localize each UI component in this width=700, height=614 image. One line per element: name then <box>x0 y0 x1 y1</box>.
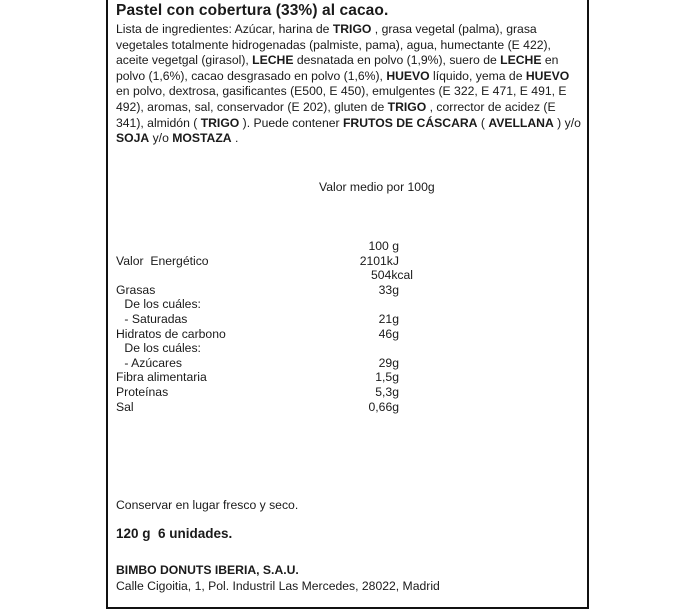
nutrient-value: 504kcal <box>370 268 413 283</box>
allergen-highlight: TRIGO <box>200 115 240 130</box>
ingredients-text: en polvo (1,6%), cacao desgrasado en polvo (1,6%), <box>116 53 559 83</box>
ingredients-text: ) y/o <box>553 115 581 130</box>
allergen-highlight: FRUTOS DE CÁSCARA <box>342 115 478 130</box>
nutrient-value: 0,66g <box>368 399 399 414</box>
nutrient-value: 2101kJ <box>359 253 399 268</box>
nutrient-name: Fibra alimentaria <box>116 370 207 385</box>
nutrient-name: - Azúcares <box>121 355 182 370</box>
ingredients-text: desnatada en polvo (1,9%), suero de <box>293 53 501 68</box>
nutrition-row <box>116 370 416 385</box>
nutrition-row <box>116 268 416 283</box>
allergen-highlight: HUEVO <box>386 68 430 83</box>
nutrient-name: Valor Energético <box>116 253 209 268</box>
allergen-highlight: TRIGO <box>387 99 427 114</box>
nutrition-row <box>116 297 416 312</box>
manufacturer-address: Calle Cigoitia, 1, Pol. Industril Las Mercedes, 28022, Madrid <box>116 579 440 593</box>
net-content: 120 g 6 unidades. <box>116 526 233 541</box>
ingredients-list <box>116 22 586 147</box>
ingredients-text: y/o <box>149 131 173 146</box>
manufacturer-name: BIMBO DONUTS IBERIA, S.A.U. <box>116 563 299 577</box>
product-title: Pastel con cobertura (33%) al cacao. <box>116 2 389 19</box>
nutrient-value: 5,3g <box>375 384 399 399</box>
allergen-highlight: HUEVO <box>525 68 570 83</box>
storage-instructions: Conservar en lugar fresco y seco. <box>116 498 299 512</box>
nutrition-header: Valor medio por 100g <box>319 180 435 194</box>
nutrient-value: 29g <box>378 355 399 370</box>
ingredients-text: , grasa vegetal (palma), grasa vegetales totalmente hidrogenadas (palmiste, pama), agua, humectante (E 422), aceite vegetgal (girasol), <box>116 22 551 68</box>
allergen-highlight: MOSTAZA <box>172 131 232 146</box>
nutrition-column-header-row <box>116 239 416 254</box>
nutrition-row <box>116 356 416 371</box>
nutrition-row <box>116 400 416 415</box>
nutrient-name: Sal <box>116 399 134 414</box>
nutrient-name: Grasas <box>116 282 156 297</box>
nutrition-row <box>116 254 416 269</box>
ingredients-text: líquido, yema de <box>429 68 526 83</box>
nutrient-value: 33g <box>378 282 399 297</box>
nutrition-row <box>116 312 416 327</box>
allergen-highlight: LECHE <box>500 53 542 68</box>
ingredients-text: , corrector de acidez (E 341), almidón ( <box>116 99 556 130</box>
nutrient-value: 46g <box>378 326 399 341</box>
nutrition-rows <box>116 254 416 415</box>
nutrient-name: De los cuáles: <box>121 297 201 312</box>
allergen-highlight: AVELLANA <box>488 115 554 130</box>
ingredients-text: . <box>231 131 239 146</box>
ingredients-text: en polvo, dextrosa, gasificantes (E500, E 450), emulgentes (E 322, E 471, E 491, E 492), aromas, sal, conservador (E 202), gluten de <box>116 84 567 114</box>
nutrition-table <box>116 239 416 414</box>
nutrient-name: - Saturadas <box>121 311 188 326</box>
nutrition-row <box>116 283 416 298</box>
ingredients-text: ( <box>477 115 489 130</box>
nutrition-row <box>116 341 416 356</box>
allergen-highlight: SOJA <box>116 131 150 146</box>
ingredients-text: Lista de ingredientes: Azúcar, harina de <box>116 22 333 36</box>
nutrient-name: De los cuáles: <box>121 341 201 356</box>
nutrition-row <box>116 385 416 400</box>
nutrient-name: Proteínas <box>116 384 169 399</box>
ingredients-text: ). Puede contener <box>239 115 343 130</box>
allergen-highlight: TRIGO <box>332 22 372 36</box>
nutrition-column-label: 100 g <box>368 239 399 253</box>
nutrient-name: Hidratos de carbono <box>116 326 226 341</box>
nutrition-row <box>116 327 416 342</box>
allergen-highlight: LECHE <box>252 53 294 68</box>
product-label <box>106 0 589 609</box>
nutrient-value: 1,5g <box>375 370 399 385</box>
nutrient-value: 21g <box>378 311 399 326</box>
